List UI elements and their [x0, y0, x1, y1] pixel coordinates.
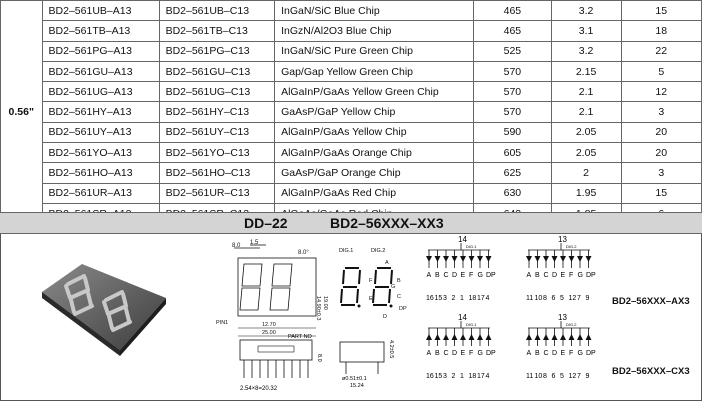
- diode-symbol: [577, 334, 583, 340]
- cell-wl: 570: [474, 82, 551, 102]
- diode-symbol: [543, 256, 549, 262]
- cell-chip: GaAsP/GaP Yellow Chip: [275, 102, 474, 122]
- cell-chip: AlGaInP/GaAs Red Chip: [275, 183, 474, 203]
- cell-wl: 525: [474, 41, 551, 61]
- seg-e-label: E: [369, 296, 373, 302]
- pin-height: 4.2±0.5: [388, 340, 394, 359]
- pin-number: 2: [451, 373, 456, 380]
- pin-number: 18: [468, 373, 477, 380]
- pin-number: 7: [577, 295, 581, 302]
- cell-chip: GaAsP/GaP Orange Chip: [275, 163, 474, 183]
- pin-number: 1: [460, 295, 464, 302]
- cell-chip: AlGaInP/GaAs Orange Chip: [275, 143, 474, 163]
- segment-letter: E: [560, 350, 566, 357]
- cell-wl: 465: [474, 21, 551, 41]
- cell-vf: 3.2: [551, 1, 621, 21]
- digit-label: DIG.1: [466, 244, 477, 249]
- segment-letter: A: [426, 350, 432, 357]
- diode-symbol: [526, 334, 532, 340]
- cell-vf: 2: [551, 163, 621, 183]
- segment-letter: DP: [486, 272, 496, 279]
- common-pin-label: 14: [458, 313, 467, 322]
- pin-number: 15: [434, 373, 443, 380]
- pin-number: 15: [434, 295, 443, 302]
- body-width: 15.24: [350, 383, 364, 389]
- table-row: [1, 102, 702, 122]
- side-profile-drawing: [330, 330, 410, 390]
- diode-symbol: [486, 334, 492, 340]
- dim-h1: 14.90±0.3: [315, 296, 321, 321]
- digit-label: DIG.2: [566, 322, 577, 327]
- part-header-bar: [0, 212, 702, 234]
- cell-a13: BD2–561PG–A13: [42, 41, 159, 61]
- cell-iv: 5: [621, 61, 702, 81]
- pin-number: 11: [526, 373, 534, 380]
- pin-number: 7: [577, 373, 581, 380]
- diode-symbol: [469, 256, 475, 262]
- segment-letter: DP: [486, 350, 496, 357]
- pin-number: 6: [551, 295, 556, 302]
- diode-symbol: [460, 334, 466, 340]
- diode-symbol: [426, 334, 432, 340]
- seg-f-label: F: [369, 278, 373, 284]
- cell-a13: BD2–561HY–A13: [42, 102, 159, 122]
- digit-label: DIG.2: [566, 244, 577, 249]
- pin-number: 5: [560, 295, 564, 302]
- cell-chip: InGzN/Al2O3 Blue Chip: [275, 21, 474, 41]
- cell-a13: BD2–561TB–A13: [42, 21, 159, 41]
- dim-h2: 19.00: [322, 296, 328, 310]
- segment-letter: B: [435, 272, 440, 279]
- pin-number: 5: [560, 373, 564, 380]
- pin-number: 8: [543, 295, 547, 302]
- cx3-part-label: BD2–56XXX–CX3: [612, 366, 690, 377]
- package-code: DD–22: [244, 215, 288, 231]
- pin-number: 18: [468, 295, 477, 302]
- cell-chip: Gap/Gap Yellow Green Chip: [275, 61, 474, 81]
- common-pin-label: 13: [558, 313, 567, 322]
- cell-wl: 605: [474, 143, 551, 163]
- diode-symbol: [443, 256, 449, 262]
- pin1-label: PIN1: [216, 320, 229, 326]
- cell-a13: BD2–561GU–A13: [42, 61, 159, 81]
- dig2-label: DIG.2: [371, 248, 386, 254]
- segment-letter: A: [426, 272, 432, 279]
- side-height: 8.0: [316, 354, 322, 362]
- diode-symbol: [469, 334, 475, 340]
- cell-c13: BD2–561UG–C13: [159, 82, 275, 102]
- cell-vf: 3.1: [551, 21, 621, 41]
- dim-w1: 12.70: [262, 322, 276, 328]
- digit-segment-diagram: [333, 240, 411, 320]
- segment-letter: A: [526, 272, 532, 279]
- pin-number: 10: [534, 373, 543, 380]
- common-pin-label: 13: [558, 235, 567, 244]
- cell-vf: 1.95: [551, 183, 621, 203]
- dig1-label: DIG.1: [339, 248, 354, 254]
- segment-letter: F: [469, 350, 474, 357]
- segment-letter: D: [552, 350, 558, 357]
- part-no-label: PART NO: [288, 334, 312, 340]
- cell-iv: 22: [621, 41, 702, 61]
- cell-vf: 2.1: [551, 102, 621, 122]
- cell-a13: BD2–561UY–A13: [42, 122, 159, 142]
- cell-c13: BD2–561UY–C13: [159, 122, 275, 142]
- schematic-diagrams: [424, 234, 624, 400]
- pin-width: ø0.51±0.1: [342, 376, 367, 382]
- digit-label: DIG.1: [466, 322, 477, 327]
- pin-number: 6: [551, 373, 556, 380]
- pin-number: 4: [485, 295, 490, 302]
- pin-pitch: 2.54×8=20.32: [240, 386, 278, 392]
- part-series: BD2–56XXX–XX3: [330, 215, 444, 231]
- segment-letter: A: [526, 350, 532, 357]
- seg-dp-label: DP: [399, 306, 407, 312]
- table-row: [1, 183, 702, 203]
- common-pin-label: 14: [458, 235, 467, 244]
- cell-vf: 2.15: [551, 61, 621, 81]
- segment-letter: G: [577, 272, 583, 279]
- segment-letter: F: [469, 272, 474, 279]
- cell-a13: BD2–561UB–A13: [42, 1, 159, 21]
- cell-wl: 630: [474, 183, 551, 203]
- pin-number: 3: [443, 373, 447, 380]
- segment-letter: D: [552, 272, 558, 279]
- diode-symbol: [552, 334, 558, 340]
- front-dimension-drawing: [210, 236, 330, 396]
- dim-seg: 1.5: [250, 240, 259, 246]
- diode-symbol: [460, 256, 466, 262]
- segment-letter: C: [443, 272, 449, 279]
- pin-number: 11: [526, 295, 534, 302]
- diode-symbol: [435, 334, 441, 340]
- cell-a13: BD2–561HO–A13: [42, 163, 159, 183]
- display-size: 0.56": [1, 1, 43, 224]
- pin-number: 12: [568, 373, 577, 380]
- segment-letter: E: [460, 350, 466, 357]
- diode-symbol: [535, 334, 541, 340]
- segment-letter: B: [535, 350, 540, 357]
- cell-iv: 18: [621, 21, 702, 41]
- segment-letter: D: [452, 350, 458, 357]
- cell-vf: 3.2: [551, 41, 621, 61]
- diode-symbol: [569, 334, 575, 340]
- cell-c13: BD2–561HY–C13: [159, 102, 275, 122]
- dim-top: 8.0: [232, 243, 241, 249]
- product-photo: [38, 258, 168, 358]
- pin-number: 8: [543, 373, 547, 380]
- table-row: [1, 143, 702, 163]
- cell-c13: BD2–561HO–C13: [159, 163, 275, 183]
- segment-letter: DP: [586, 350, 596, 357]
- pin-number: 16: [426, 295, 434, 302]
- diode-symbol: [560, 256, 566, 262]
- pin-number: 4: [485, 373, 490, 380]
- cell-iv: 20: [621, 122, 702, 142]
- cell-iv: 3: [621, 163, 702, 183]
- diode-symbol: [477, 334, 483, 340]
- table-row: [1, 21, 702, 41]
- cell-iv: 20: [621, 143, 702, 163]
- cell-c13: BD2–561PG–C13: [159, 41, 275, 61]
- diode-symbol: [435, 256, 441, 262]
- cell-chip: AlGaInP/GaAs Yellow Chip: [275, 122, 474, 142]
- cell-iv: 15: [621, 1, 702, 21]
- seg-a-label: A: [385, 260, 389, 266]
- segment-letter: C: [543, 272, 549, 279]
- diode-symbol: [452, 334, 458, 340]
- cell-a13: BD2–561UR–A13: [42, 183, 159, 203]
- cell-vf: 2.05: [551, 143, 621, 163]
- segment-letter: C: [443, 350, 449, 357]
- seg-b-label: B: [397, 278, 401, 284]
- cell-c13: BD2–561TB–C13: [159, 21, 275, 41]
- cell-chip: InGaN/SiC Blue Chip: [275, 1, 474, 21]
- diode-symbol: [552, 256, 558, 262]
- cell-wl: 570: [474, 61, 551, 81]
- segment-letter: B: [435, 350, 440, 357]
- segment-letter: C: [543, 350, 549, 357]
- cell-c13: BD2–561UB–C13: [159, 1, 275, 21]
- cell-a13: BD2–561YO–A13: [42, 143, 159, 163]
- diode-symbol: [486, 256, 492, 262]
- seg-g-label: G: [391, 284, 396, 290]
- segment-letter: F: [569, 350, 574, 357]
- cell-wl: 590: [474, 122, 551, 142]
- cell-a13: BD2–561UG–A13: [42, 82, 159, 102]
- segment-letter: B: [535, 272, 540, 279]
- table-row: [1, 41, 702, 61]
- diode-symbol: [443, 334, 449, 340]
- diode-symbol: [535, 256, 541, 262]
- table-row: [1, 61, 702, 81]
- cell-chip: InGaN/SiC Pure Green Chip: [275, 41, 474, 61]
- diode-symbol: [560, 334, 566, 340]
- diode-symbol: [586, 256, 592, 262]
- diode-symbol: [543, 334, 549, 340]
- segment-letter: G: [477, 350, 483, 357]
- pin-number: 2: [451, 295, 456, 302]
- segment-letter: G: [477, 272, 483, 279]
- pin-number: 1: [460, 373, 464, 380]
- cell-vf: 2.1: [551, 82, 621, 102]
- diode-symbol: [452, 256, 458, 262]
- cell-iv: 3: [621, 102, 702, 122]
- table-row: [1, 82, 702, 102]
- segment-letter: G: [577, 350, 583, 357]
- dim-slant: 8.0°: [298, 250, 309, 256]
- pin-number: 17: [477, 373, 485, 380]
- cell-c13: BD2–561GU–C13: [159, 61, 275, 81]
- segment-letter: E: [460, 272, 466, 279]
- pin-number: 9: [585, 373, 590, 380]
- cell-iv: 12: [621, 82, 702, 102]
- segment-letter: F: [569, 272, 574, 279]
- table-row: [1, 1, 702, 21]
- seg-c-label: C: [397, 294, 401, 300]
- segment-letter: DP: [586, 272, 596, 279]
- seg-d-label: D: [383, 314, 387, 320]
- diode-symbol: [577, 256, 583, 262]
- pin-number: 12: [568, 295, 577, 302]
- cell-c13: BD2–561YO–C13: [159, 143, 275, 163]
- segment-letter: D: [452, 272, 458, 279]
- pin-number: 9: [585, 295, 590, 302]
- cell-c13: BD2–561UR–C13: [159, 183, 275, 203]
- pin-number: 10: [534, 295, 543, 302]
- diode-symbol: [586, 334, 592, 340]
- pin-number: 3: [443, 295, 447, 302]
- table-row: [1, 122, 702, 142]
- cell-wl: 625: [474, 163, 551, 183]
- dim-w2: 25.00: [262, 330, 276, 336]
- diode-symbol: [477, 256, 483, 262]
- cell-chip: AlGaInP/GaAs Yellow Green Chip: [275, 82, 474, 102]
- pin-number: 17: [477, 295, 485, 302]
- segment-letter: E: [560, 272, 566, 279]
- table-row: [1, 163, 702, 183]
- ax3-part-label: BD2–56XXX–AX3: [612, 296, 690, 307]
- diode-symbol: [569, 256, 575, 262]
- cell-wl: 465: [474, 1, 551, 21]
- pin-number: 16: [426, 373, 434, 380]
- cell-wl: 570: [474, 102, 551, 122]
- diode-symbol: [526, 256, 532, 262]
- cell-iv: 15: [621, 183, 702, 203]
- diode-symbol: [426, 256, 432, 262]
- cell-vf: 2.05: [551, 122, 621, 142]
